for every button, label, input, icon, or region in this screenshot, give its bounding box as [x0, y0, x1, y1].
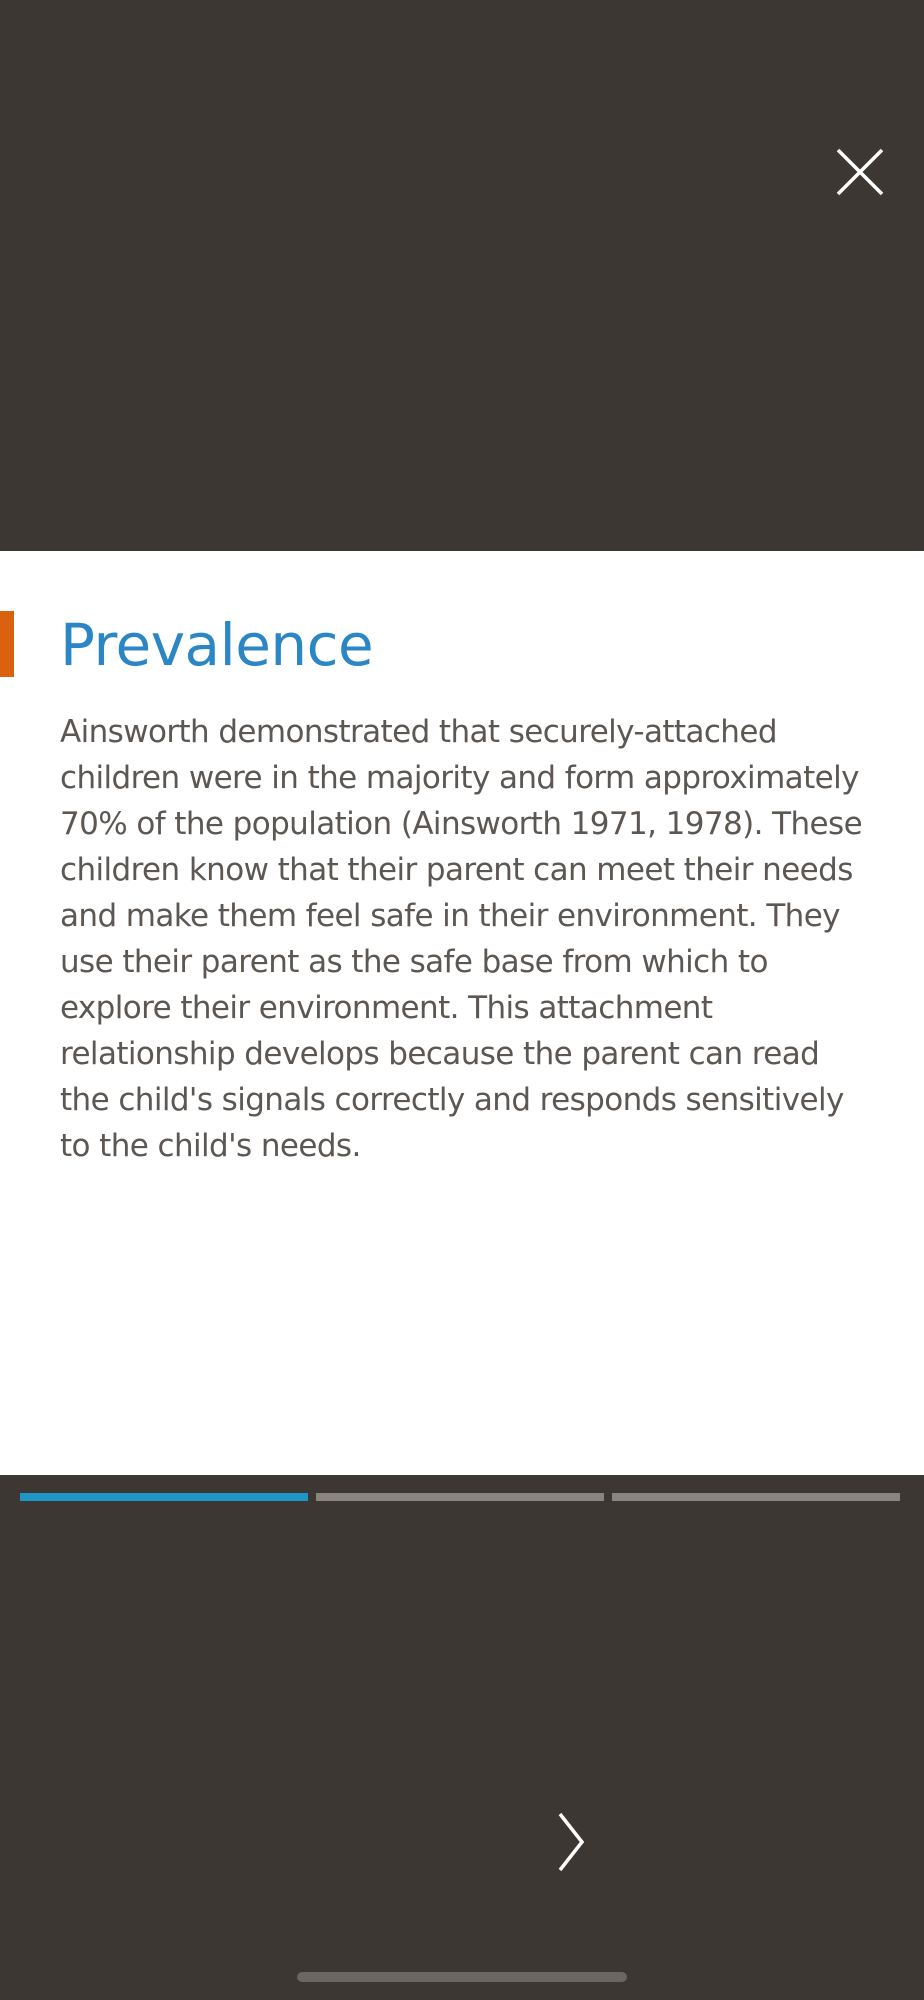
accent-bar — [0, 611, 14, 677]
progress-segment-2[interactable] — [316, 1493, 604, 1501]
close-icon — [830, 142, 890, 202]
content-card — [0, 551, 924, 1475]
card-body-text: Ainsworth demonstrated that securely-attached children were in the majority and form approximately 70% of the population (Ainsworth 1971, 1978). These children know that their parent can meet their needs and make them feel safe in their environment. They use their parent as the safe base from which to explore their environment. This attachment relationship develops because the parent can read the child's signals correctly and responds sensitively to the child's needs. — [60, 714, 863, 1164]
progress-segment-3[interactable] — [612, 1493, 900, 1501]
card-title: Prevalence — [60, 611, 374, 679]
chevron-right-icon — [548, 1808, 596, 1876]
progress-indicator — [20, 1493, 900, 1501]
progress-segment-1[interactable] — [20, 1493, 308, 1501]
close-button[interactable] — [830, 142, 890, 202]
home-indicator[interactable] — [297, 1972, 627, 1982]
next-button[interactable] — [548, 1808, 596, 1876]
